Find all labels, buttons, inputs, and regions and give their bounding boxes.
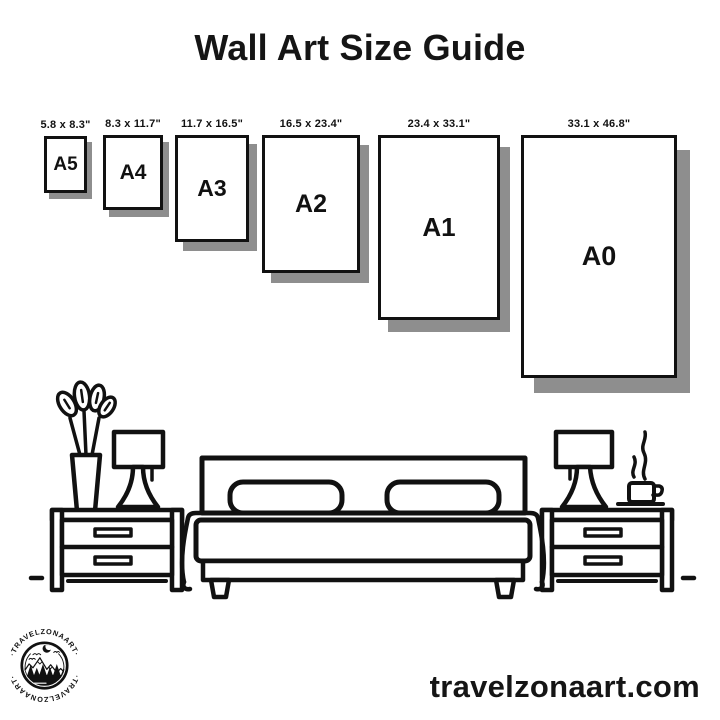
size-dimensions-label: 16.5 x 23.4" xyxy=(279,118,343,130)
logo-top-text: ·TRAVELZONAART· xyxy=(7,627,82,658)
size-dimensions-label: 23.4 x 33.1" xyxy=(407,118,471,130)
size-name-label: A5 xyxy=(53,153,78,175)
brand-logo-icon xyxy=(6,627,83,704)
size-name-label: A3 xyxy=(197,175,227,201)
table-lamp-left-icon xyxy=(114,432,163,507)
coffee-cup-icon xyxy=(618,432,663,504)
size-name-label: A0 xyxy=(581,241,617,271)
website-text: travelzonaart.com xyxy=(429,669,700,704)
plant-vase-icon xyxy=(54,381,119,511)
size-name-label: A4 xyxy=(119,160,147,184)
bed-icon xyxy=(182,458,544,597)
nightstand-icon xyxy=(52,510,182,590)
size-name-label: A1 xyxy=(422,212,456,242)
logo-bottom-text: ·TRAVELZONAART· xyxy=(7,673,82,704)
nightstand-right-icon xyxy=(542,510,672,590)
table-lamp-right-icon xyxy=(556,432,612,507)
size-dimensions-label: 11.7 x 16.5" xyxy=(180,118,244,130)
size-dimensions-label: 5.8 x 8.3" xyxy=(40,119,91,131)
size-dimensions-label: 33.1 x 46.8" xyxy=(567,118,631,130)
size-name-label: A2 xyxy=(295,189,327,218)
size-dimensions-label: 8.3 x 11.7" xyxy=(105,118,161,130)
page-title: Wall Art Size Guide xyxy=(194,27,526,68)
